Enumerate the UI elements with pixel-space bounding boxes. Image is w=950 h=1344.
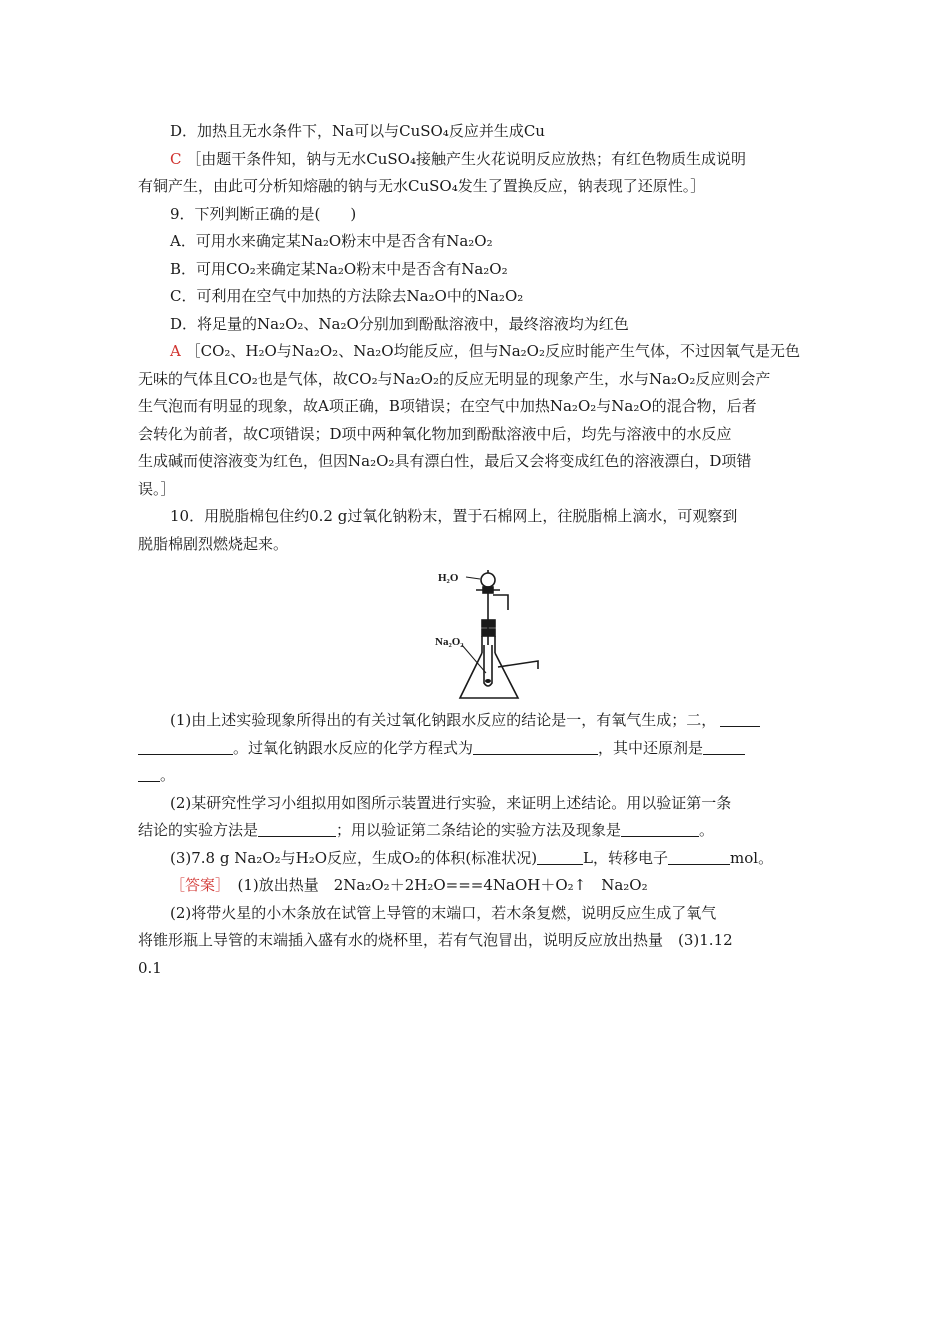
q10-answer-line-1 [138,872,818,900]
blank-conclusion-2b[interactable] [138,740,233,755]
q9-explanation-line-4: 会转化为前者，故C项错误；D项中两种氧化物加到酚酞溶液中后，均先与溶液中的水反应 [138,424,732,443]
answer-text-1: (1)放出热量 2Na₂O₂＋2H₂O===4NaOH＋O₂↑ Na₂O₂ [222,876,648,894]
blank-volume[interactable] [537,850,583,865]
q10-part1-text-2b: ，其中还原剂是 [598,738,704,757]
q8-answer-letter: C [170,149,182,168]
q10-part2-text-2b: ；用以验证第二条结论的实验方法及现象是 [336,821,622,839]
blank-reducing-agent-a[interactable] [703,740,745,755]
document-page [138,118,818,982]
blank-electrons[interactable] [668,850,730,865]
blank-method-1[interactable] [258,822,336,837]
q10-answer-line-4: 0.1 [138,958,162,977]
blank-reducing-agent-b[interactable] [138,767,160,782]
blank-equation[interactable] [473,740,598,755]
q10-part2-line-2 [138,817,818,845]
answer-tag: ［答案］ [170,876,223,894]
q9-option-d: D．将足量的Na₂O₂、Na₂O分别加到酚酞溶液中，最终溶液均为红色 [170,314,629,333]
q9-explanation-line-3: 生气泡而有明显的现象，故A项正确，B项错误；在空气中加热Na₂O₂与Na₂O的混合物，后者 [138,397,757,415]
q10-part1-line-3 [138,762,818,790]
q10-answer-line-2: (2)将带火星的小木条放在试管上导管的末端口，若木条复燃，说明反应生成了氧气 [170,903,717,922]
q8-explanation-line-2: 有铜产生，由此可分析知熔融的钠与无水CuSO₄发生了置换反应，钠表现了还原性。］ [138,177,706,195]
label-sodium-peroxide: Na₂O₂ [435,636,464,648]
q9-explanation-line-1 [138,338,818,366]
q10-part1-text-3: 。 [160,766,176,784]
q9-explanation-text-1: ［CO₂、H₂O与Na₂O₂、Na₂O均能反应，但与Na₂O₂反应时能产生气体，不过因氧气是无色 [185,342,800,360]
q10-part2-text-2c: 。 [699,821,715,839]
q10-part2-text-2a: 结论的实验方法是 [138,821,259,839]
q10-part1-line-1 [138,707,818,735]
q10-part1-text-1: (1)由上述实验现象所得出的有关过氧化钠跟水反应的结论是一，有氧气生成；二， [170,711,717,729]
q9-option-a: A．可用水来确定某Na₂O粉末中是否含有Na₂O₂ [170,232,493,250]
q10-answer-line-3: 将锥形瓶上导管的末端插入盛有水的烧杯里，若有气泡冒出，说明反应放出热量 (3)1.12 [138,931,733,949]
q9-explanation-line-5: 生成碱而使溶液变为红色，但因Na₂O₂具有漂白性，最后又会将变成红色的溶液漂白，D项错 [138,452,752,470]
q10-part2-line-1: (2)某研究性学习小组拟用如图所示装置进行实验，来证明上述结论。用以验证第一条 [170,793,732,812]
q9-explanation-line-2: 无味的气体且CO₂也是气体，故CO₂与Na₂O₂的反应无明显的现象产生，水与Na₂O₂反应则会产 [138,369,771,388]
q8-explanation-line-1 [138,146,818,174]
q9-stem: 9．下列判断正确的是( ) [170,204,357,223]
q9-answer-letter: A [170,342,181,360]
apparatus-figure [138,565,818,707]
q10-part1-text-2a: 。过氧化钠跟水反应的化学方程式为 [233,738,474,757]
q8-explanation-text-1: ［由题干条件知，钠与无水CuSO₄接触产生火花说明反应放热；有红色物质生成说明 [186,149,746,168]
blank-conclusion-2a[interactable] [720,712,760,727]
q9-option-c: C．可利用在空气中加热的方法除去Na₂O中的Na₂O₂ [170,287,524,305]
q10-part1-line-2 [138,735,818,763]
q10-stem-line-1: 10．用脱脂棉包住约0.2 g过氧化钠粉末，置于石棉网上，往脱脂棉上滴水，可观察到 [170,507,738,525]
funnel-bulb [481,573,495,587]
apparatus-diagram [435,565,558,705]
q10-stem-line-2: 脱脂棉剧烈燃烧起来。 [138,534,289,553]
q10-part3 [138,845,818,873]
label-water: H₂O [438,572,459,584]
q9-option-b: B．可用CO₂来确定某Na₂O粉末中是否含有Na₂O₂ [170,259,508,278]
q10-part3-text-b: L，转移电子 [583,848,669,867]
blank-method-2[interactable] [621,822,699,837]
q9-explanation-line-6: 误。］ [138,479,176,498]
q8-option-d: D．加热且无水条件下，Na可以与CuSO₄反应并生成Cu [170,122,545,140]
q10-part3-text-a: (3)7.8 g Na₂O₂与H₂O反应，生成O₂的体积(标准状况) [170,848,538,867]
q10-part3-text-c: mol。 [730,848,774,867]
